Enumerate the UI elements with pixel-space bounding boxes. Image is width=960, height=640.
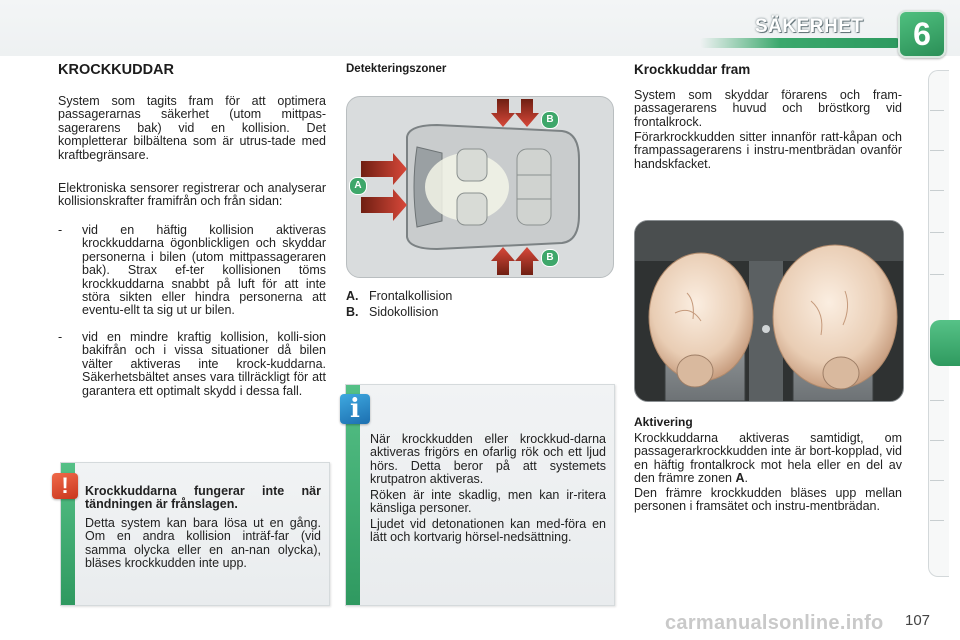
bullet-dash: - [58,330,63,344]
warning-icon: ! [52,473,78,499]
sensors-paragraph: Elektroniska sensorer registrerar och analyserar kollisionskrafter framifrån och från sidan: [58,181,326,209]
chapter-tab-divider[interactable] [930,274,944,275]
activation-heading: Aktivering [634,415,693,429]
legend-text-a: Frontalkollision [369,289,453,303]
info-paragraph: Ljudet vid detonationen kan med-föra en lätt och kortvarig hörsel-nedsättning. [370,517,606,545]
driver-head [677,355,713,387]
airbags-inflated-illustration [635,221,903,401]
legend-key-b: B. [346,305,359,319]
car-topview-illustration [347,97,613,277]
arrow-front-lower [361,189,407,221]
chapter-tab-divider[interactable] [930,232,944,233]
warning-title: Krockkuddarna fungerar inte när tändningen är frånslagen. [85,484,321,512]
front-airbags-paragraph: System som skyddar förarens och fram-passagerarens huvud och bröstkorg vid frontalkrock. [634,88,902,129]
console-button [762,325,770,333]
arrow-front-upper [361,153,407,185]
info-icon: i [340,394,370,424]
inflation-paragraph: Den främre krockkudden bläses upp mellan personen i framsätet och instru-mentbrädan. [634,486,902,514]
warning-box [60,462,330,606]
arrow-side-bottom-1 [491,247,515,275]
front-seat-left [457,149,487,181]
watermark: carmanualsonline.info [665,612,884,634]
front-airbags-illustration [634,220,904,402]
chapter-tab-divider[interactable] [930,190,944,191]
chapter-tab-divider[interactable] [930,440,944,441]
chapter-tab-divider[interactable] [930,400,944,401]
legend-text-b: Sidokollision [369,305,439,319]
activation-paragraph [634,432,902,486]
bullet-text: vid en häftig kollision aktiveras krockkuddarna ögonblickligen och skyddar personerna i bilen (utom mittpassageraren bak). Strax ef-ter kollisionen töms krockkuddarna snabbt på luft för att inte störa sikten eller hindra personerna att eventu-ellt ta sig ut ur bilen. [82,223,326,318]
bullet-dash: - [58,223,63,237]
header-accent-stripe [700,38,900,48]
activation-text-end: . [744,471,748,486]
list-item [58,224,326,329]
chapter-number-badge[interactable]: 6 [898,10,946,58]
front-seat-right [457,193,487,225]
list-item [58,331,326,411]
detection-zones-diagram [346,96,614,278]
page-number: 107 [905,612,931,629]
passenger-head [823,357,859,389]
arrow-side-bottom-2 [515,247,539,275]
diagram-heading: Detekteringszoner [346,63,447,75]
zone-marker-b-bottom: B [541,249,559,267]
chapter-tab-divider[interactable] [930,520,944,521]
info-paragraph: Röken är inte skadlig, men kan ir-ritera känsliga personer. [370,488,606,516]
activation-zone-ref: A [735,471,745,486]
section-title: SÄKERHET [755,16,864,37]
warning-text: Detta system kan bara lösa ut en gång. Om en andra kollision inträf-far (vid samma olycka eller en an-nan olycka), bläses krockkudden inte upp. [85,516,321,571]
chapter-tab-divider[interactable] [930,480,944,481]
zone-marker-b-top: B [541,111,559,129]
info-box [345,384,615,606]
section-heading: KROCKKUDDAR [58,62,174,78]
chapter-tab-divider[interactable] [930,110,944,111]
arrow-side-top-1 [491,99,515,127]
activation-text: Krockkuddarna aktiveras samtidigt, om passagerarkrockkudden inte är bort-kopplad, vid en häftig frontalkrock mot hela eller en del av den främre zonen [634,431,902,486]
zone-marker-a: A [349,177,367,195]
legend-key-a: A. [346,289,359,303]
chapter-tab-active[interactable] [930,320,960,366]
front-airbags-location-paragraph: Förarkrockkudden sitter innanför ratt-kåpan och frampassagerarens i instru-mentbrädan ovanför handskfacket. [634,130,902,171]
front-airbags-heading: Krockkuddar fram [634,62,751,77]
bullet-text: vid en mindre kraftig kollision, kolli-sion bakifrån och i vissa situationer då bilen välter aktiveras inte krock-kuddarna. Säkerhetsbältet anses vara tillräckligt för att garantera ett optimalt skydd i dessa fall. [82,330,326,398]
arrow-side-top-2 [515,99,539,127]
chapter-tab-divider[interactable] [930,150,944,151]
rear-seat-bench [517,149,551,225]
info-paragraph: När krockkudden eller krockkud-darna aktiveras frigörs en ofarlig rök och ett ljud hörs. Detta beror på att systemets krutpatron aktiveras. [370,432,606,487]
intro-paragraph: System som tagits fram för att optimera passagerarnas säkerhet (utom mittpas-sagerarens bak) vid en kollision. Det kompletterar bilbältena som är utrus-tade med kraftbegränsare. [58,94,326,162]
